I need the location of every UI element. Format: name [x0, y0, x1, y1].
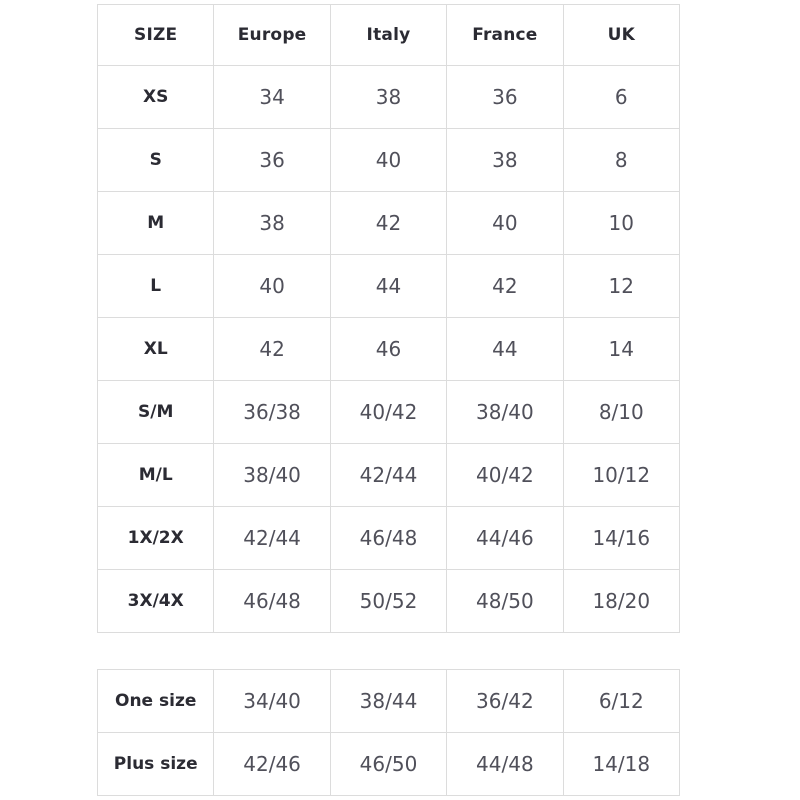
cell-uk: 14 [563, 318, 679, 381]
col-header-europe: Europe [214, 5, 330, 66]
cell-france: 38 [447, 129, 563, 192]
cell-europe: 38/40 [214, 444, 330, 507]
cell-europe: 36 [214, 129, 330, 192]
cell-france: 48/50 [447, 570, 563, 633]
table-row-s [98, 129, 680, 192]
row-label: XS [98, 66, 214, 129]
cell-italy: 46/50 [330, 733, 446, 796]
row-label: 1X/2X [98, 507, 214, 570]
cell-europe: 42 [214, 318, 330, 381]
table-row-plus-size [98, 733, 680, 796]
special-sizes-table [97, 669, 680, 796]
row-label: Plus size [98, 733, 214, 796]
size-table-header [98, 5, 680, 66]
cell-uk: 8 [563, 129, 679, 192]
size-conversion-table [97, 4, 680, 633]
cell-france: 38/40 [447, 381, 563, 444]
cell-uk: 6/12 [563, 670, 679, 733]
cell-uk: 10 [563, 192, 679, 255]
table-row-m [98, 192, 680, 255]
table-row-3x-4x [98, 570, 680, 633]
cell-europe: 34 [214, 66, 330, 129]
cell-france: 44/48 [447, 733, 563, 796]
col-header-france: France [447, 5, 563, 66]
table-row-xl [98, 318, 680, 381]
cell-uk: 12 [563, 255, 679, 318]
cell-uk: 18/20 [563, 570, 679, 633]
row-label: M [98, 192, 214, 255]
header-row [98, 5, 680, 66]
cell-france: 44/46 [447, 507, 563, 570]
cell-france: 44 [447, 318, 563, 381]
cell-europe: 34/40 [214, 670, 330, 733]
size-table-body [98, 66, 680, 633]
row-label: M/L [98, 444, 214, 507]
cell-italy: 40/42 [330, 381, 446, 444]
table-row-xs [98, 66, 680, 129]
row-label: XL [98, 318, 214, 381]
cell-uk: 14/16 [563, 507, 679, 570]
col-header-size: SIZE [98, 5, 214, 66]
col-header-italy: Italy [330, 5, 446, 66]
size-chart [97, 4, 680, 796]
cell-italy: 44 [330, 255, 446, 318]
cell-europe: 42/46 [214, 733, 330, 796]
row-label: L [98, 255, 214, 318]
cell-italy: 38/44 [330, 670, 446, 733]
cell-france: 36 [447, 66, 563, 129]
cell-uk: 8/10 [563, 381, 679, 444]
table-row-m-l [98, 444, 680, 507]
cell-europe: 40 [214, 255, 330, 318]
cell-uk: 6 [563, 66, 679, 129]
cell-europe: 42/44 [214, 507, 330, 570]
col-header-uk: UK [563, 5, 679, 66]
cell-europe: 46/48 [214, 570, 330, 633]
row-label: 3X/4X [98, 570, 214, 633]
row-label: S [98, 129, 214, 192]
cell-italy: 38 [330, 66, 446, 129]
cell-italy: 46 [330, 318, 446, 381]
table-row-one-size [98, 670, 680, 733]
cell-uk: 10/12 [563, 444, 679, 507]
row-label: One size [98, 670, 214, 733]
cell-uk: 14/18 [563, 733, 679, 796]
cell-italy: 40 [330, 129, 446, 192]
cell-france: 40/42 [447, 444, 563, 507]
cell-italy: 42 [330, 192, 446, 255]
table-row-l [98, 255, 680, 318]
special-sizes-body [98, 670, 680, 796]
cell-europe: 36/38 [214, 381, 330, 444]
cell-italy: 46/48 [330, 507, 446, 570]
table-row-s-m [98, 381, 680, 444]
cell-france: 36/42 [447, 670, 563, 733]
row-label: S/M [98, 381, 214, 444]
cell-italy: 42/44 [330, 444, 446, 507]
cell-france: 40 [447, 192, 563, 255]
cell-italy: 50/52 [330, 570, 446, 633]
cell-france: 42 [447, 255, 563, 318]
table-row-1x-2x [98, 507, 680, 570]
cell-europe: 38 [214, 192, 330, 255]
